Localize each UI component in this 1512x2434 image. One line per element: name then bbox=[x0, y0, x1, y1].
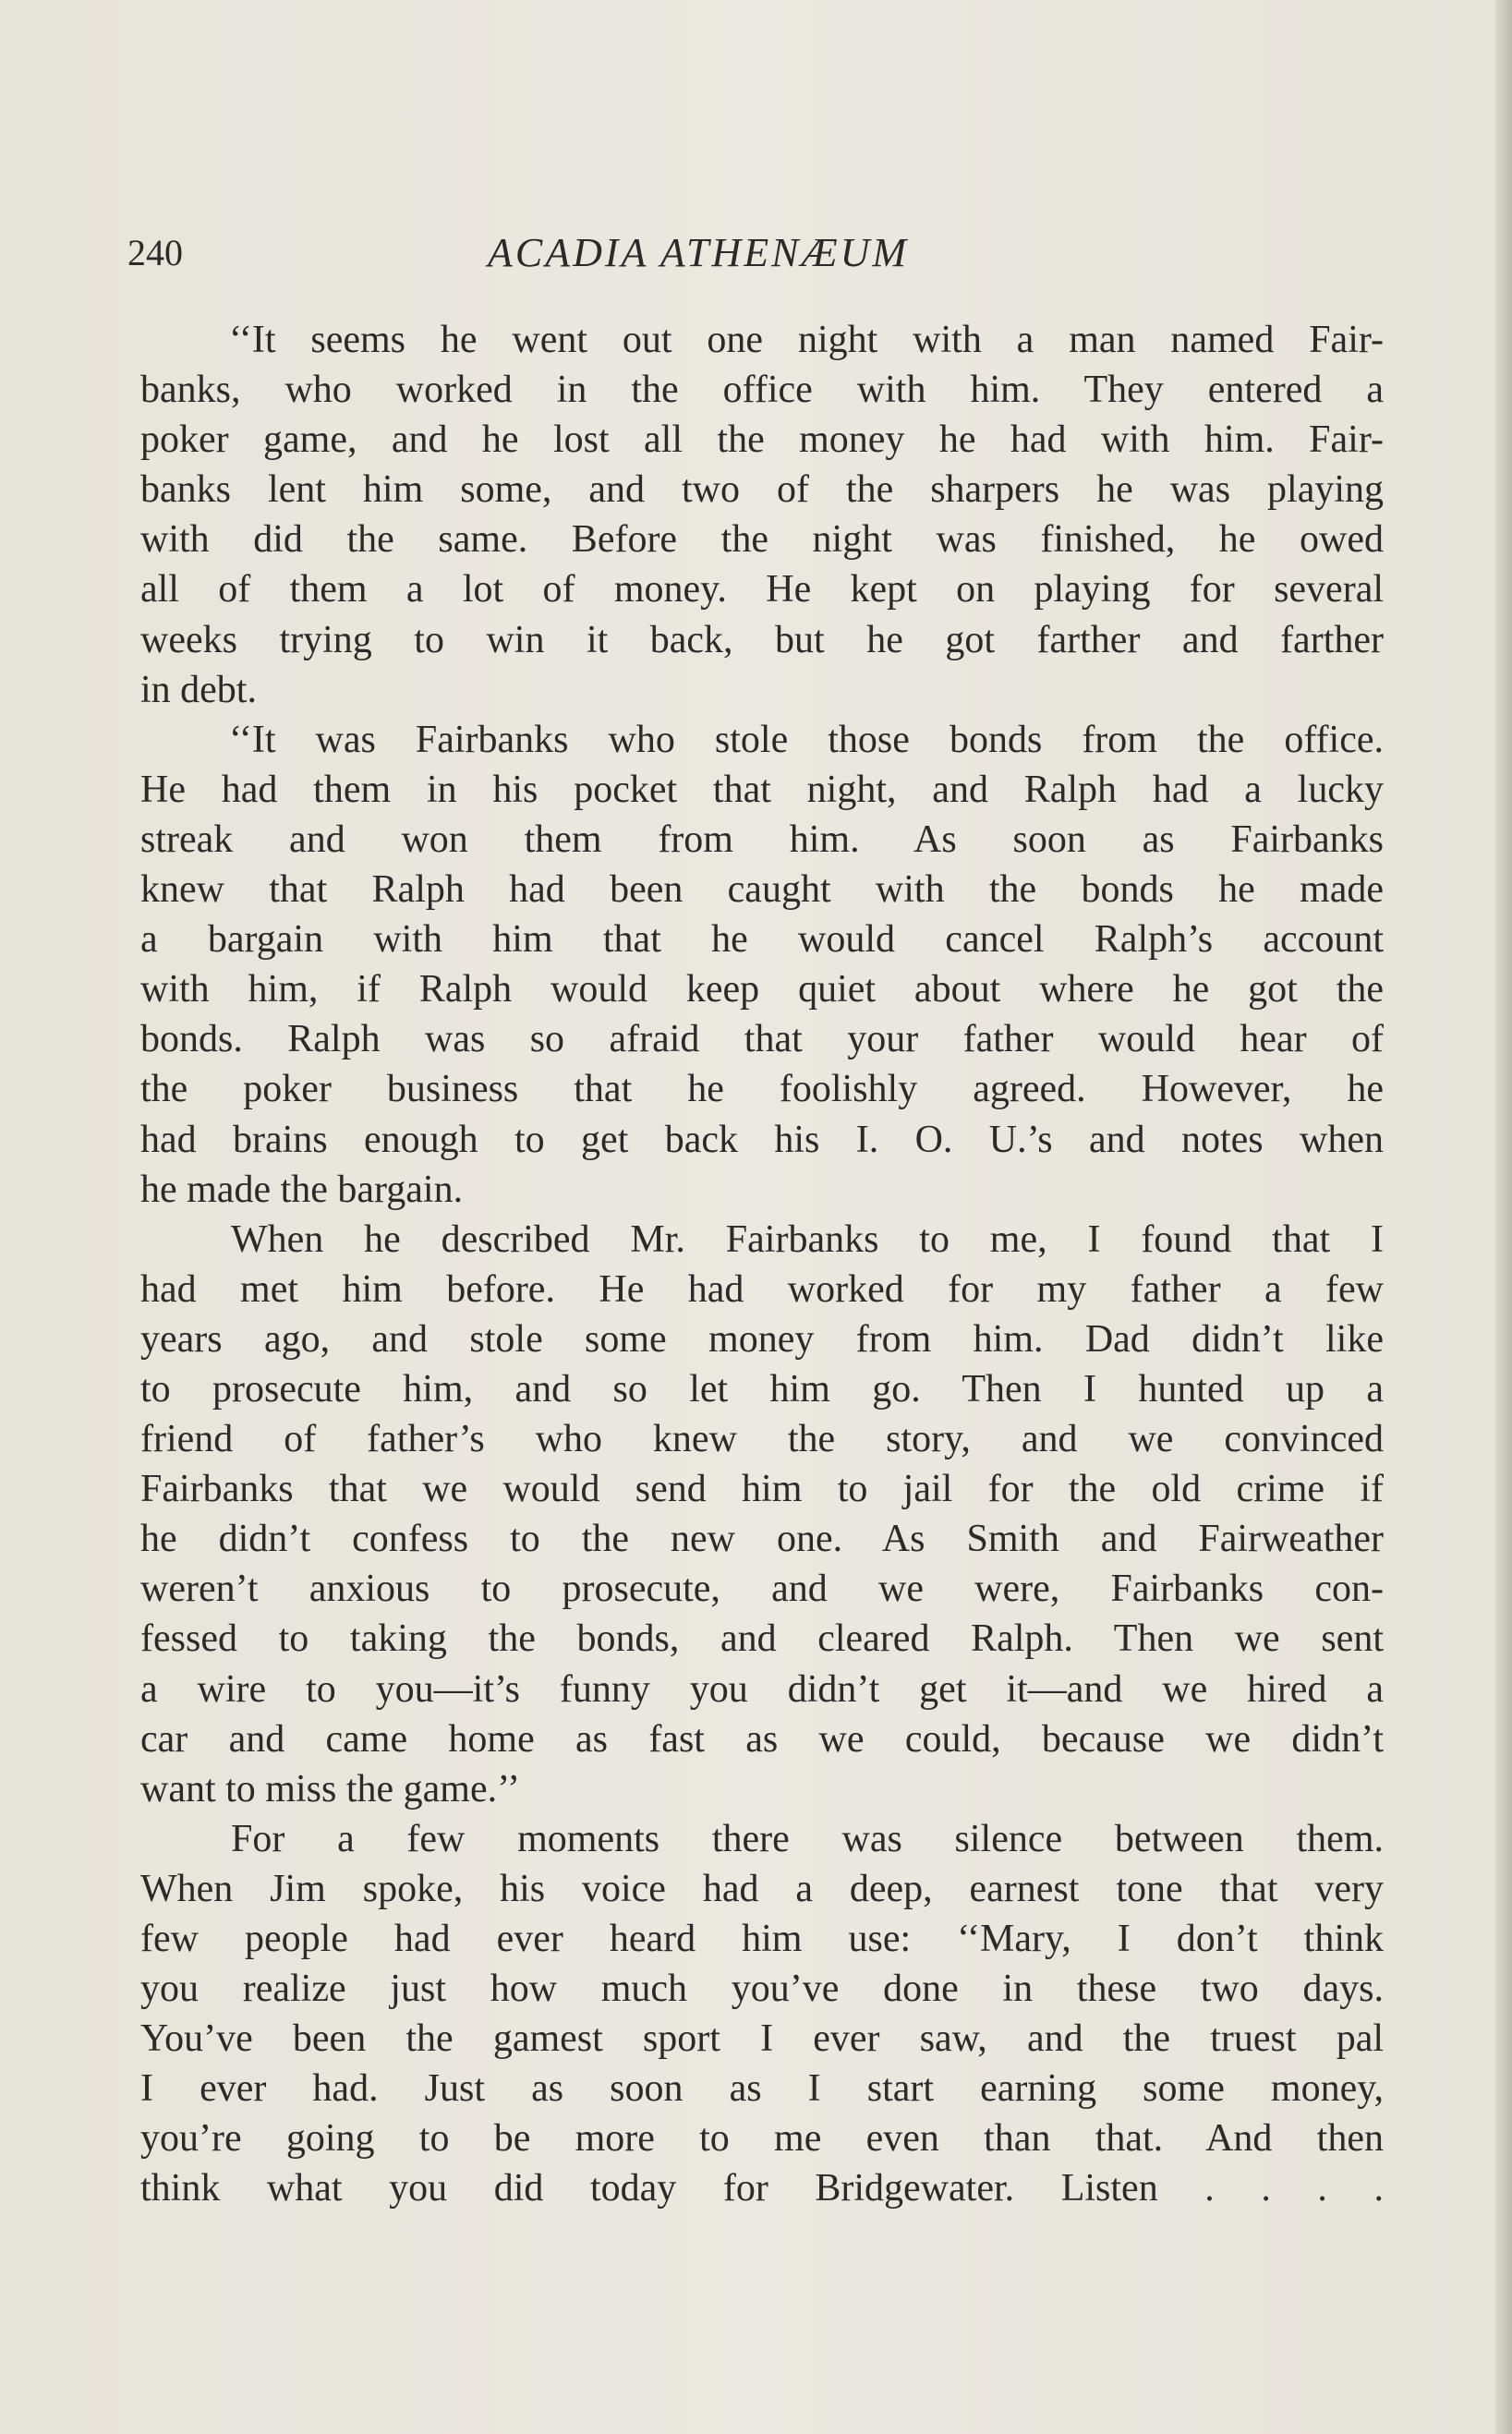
body-text bbox=[140, 315, 1384, 2214]
page-header bbox=[127, 225, 1384, 281]
text-line: you realize just how much you’ve done in these two days. bbox=[140, 1968, 1384, 2011]
text-line: weren’t anxious to prosecute, and we were, Fairbanks con- bbox=[140, 1568, 1384, 1611]
text-line: He had them in his pocket that night, and Ralph had a lucky bbox=[140, 768, 1384, 811]
paragraph-4 bbox=[140, 1814, 1384, 2214]
text-line: ‘‘It was Fairbanks who stole those bonds from the office. bbox=[229, 718, 1384, 761]
text-line: banks lent him some, and two of the sharpers he was playing bbox=[140, 468, 1384, 512]
page-gutter-shadow bbox=[1495, 0, 1512, 2434]
paragraph-3 bbox=[140, 1215, 1384, 1814]
text-line: a wire to you—it’s funny you didn’t get it—and we hired a bbox=[140, 1667, 1384, 1711]
text-line: he made the bargain. bbox=[140, 1168, 464, 1211]
text-line: You’ve been the gamest sport I ever saw, and the truest pal bbox=[140, 2017, 1384, 2061]
text-line: think what you did today for Bridgewater. Listen . . . . bbox=[140, 2167, 1384, 2210]
text-line: ‘‘It seems he went out one night with a man named Fair- bbox=[229, 319, 1384, 361]
text-line: in debt. bbox=[140, 668, 257, 711]
text-line: had brains enough to get back his I. O. U.’s and notes when bbox=[140, 1118, 1384, 1161]
text-line: fessed to taking the bonds, and cleared Ralph. Then we sent bbox=[140, 1617, 1384, 1661]
text-line: Fairbanks that we would send him to jail for the old crime if bbox=[140, 1468, 1384, 1511]
text-line: a bargain with him that he would cancel Ralph’s account bbox=[140, 918, 1384, 962]
text-line: When Jim spoke, his voice had a deep, earnest tone that very bbox=[140, 1867, 1384, 1910]
paragraph-2 bbox=[140, 715, 1384, 1215]
text-line: want to miss the game.’’ bbox=[140, 1767, 520, 1810]
page-number: 240 bbox=[127, 232, 183, 273]
text-line: you’re going to be more to me even than that. And then bbox=[140, 2117, 1384, 2161]
text-line: years ago, and stole some money from him. Dad didn’t like bbox=[140, 1317, 1384, 1361]
text-line: with him, if Ralph would keep quiet about where he got the bbox=[140, 968, 1384, 1011]
text-line: with did the same. Before the night was finished, he owed bbox=[140, 518, 1384, 562]
text-line: friend of father’s who knew the story, and we convinced bbox=[140, 1418, 1384, 1461]
text-line: he didn’t confess to the new one. As Smith and Fairweather bbox=[140, 1518, 1384, 1561]
text-line: car and came home as fast as we could, because we didn’t bbox=[140, 1717, 1384, 1761]
text-line: weeks trying to win it back, but he got farther and farther bbox=[140, 618, 1384, 661]
running-head: ACADIA ATHENÆUM bbox=[488, 230, 910, 275]
text-line: to prosecute him, and so let him go. Then I hunted up a bbox=[140, 1367, 1384, 1411]
paragraph-1 bbox=[140, 315, 1384, 715]
text-line: all of them a lot of money. He kept on playing for several bbox=[140, 568, 1384, 612]
text-line: For a few moments there was silence between them. bbox=[231, 1817, 1384, 1860]
text-line: the poker business that he foolishly agreed. However, he bbox=[140, 1068, 1384, 1111]
text-line: few people had ever heard him use: ‘‘Mary, I don’t think bbox=[140, 1918, 1384, 1960]
text-line: I ever had. Just as soon as I start earning some money, bbox=[140, 2067, 1384, 2111]
text-line: had met him before. He had worked for my father a few bbox=[140, 1267, 1384, 1311]
text-line: streak and won them from him. As soon as Fairbanks bbox=[140, 817, 1384, 861]
text-line: When he described Mr. Fairbanks to me, I found that I bbox=[231, 1217, 1384, 1261]
text-line: knew that Ralph had been caught with the bonds he made bbox=[140, 868, 1384, 912]
text-line: bonds. Ralph was so afraid that your father would hear of bbox=[140, 1018, 1384, 1061]
text-line: poker game, and he lost all the money he had with him. Fair- bbox=[140, 418, 1384, 462]
text-line: banks, who worked in the office with him. They entered a bbox=[140, 369, 1384, 412]
